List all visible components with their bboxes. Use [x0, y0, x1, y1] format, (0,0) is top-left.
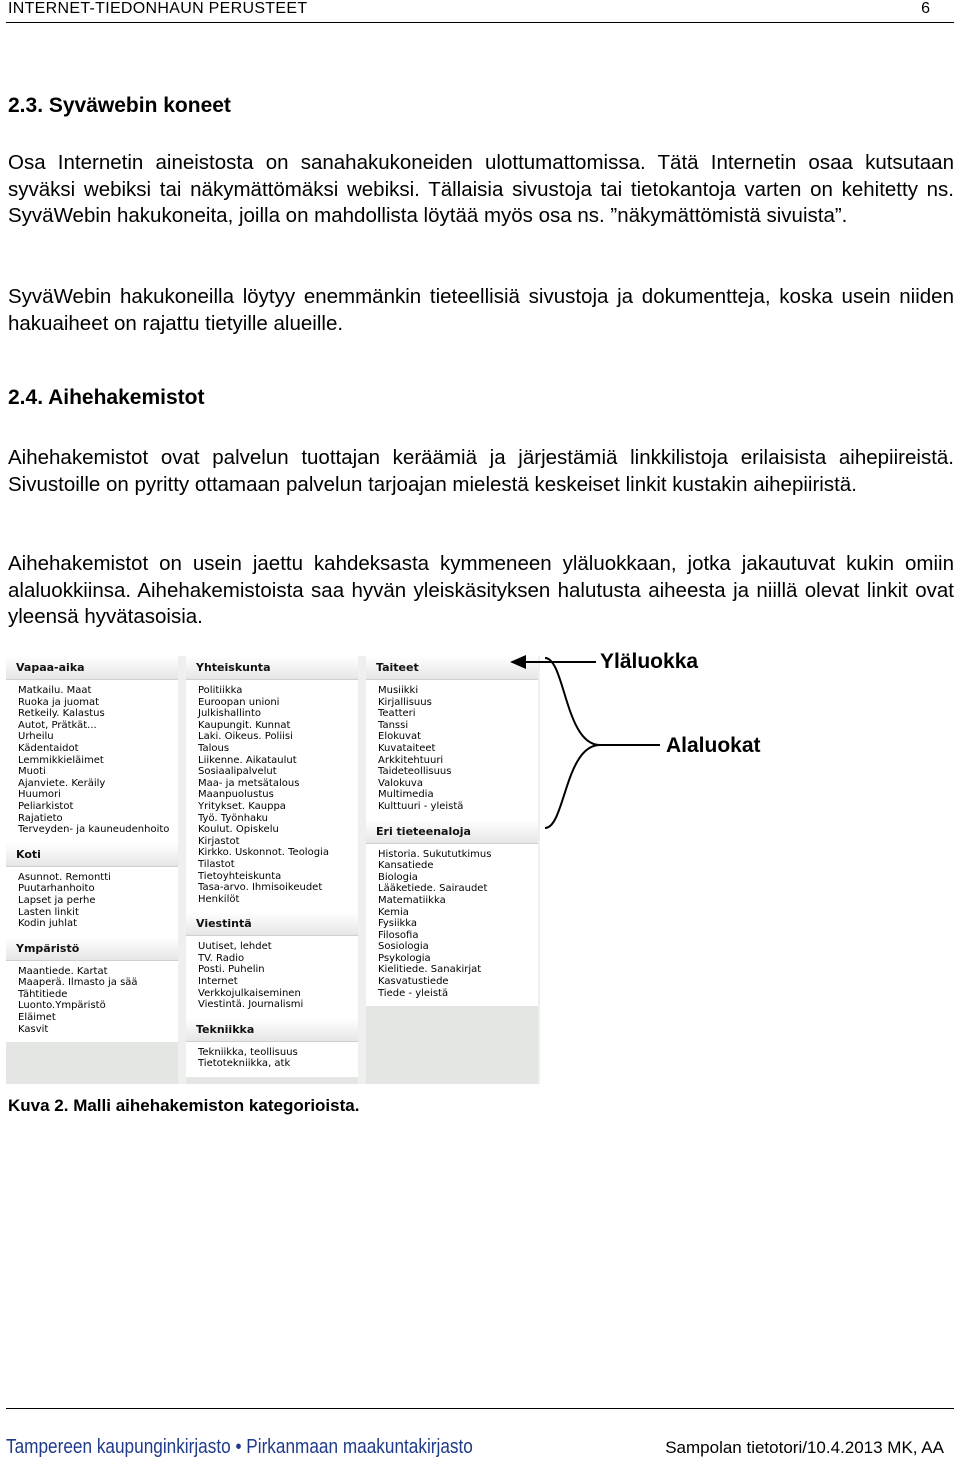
- subcategory-link[interactable]: Huumori: [18, 789, 61, 801]
- subcategory-link[interactable]: Filosofia: [378, 929, 419, 941]
- paragraph-aihehakemistot-yleis: Aihehakemistot on usein jaettu kahdeksasta kymmeneen yläluokkaan, jotka jakautuvat kukin omiin alaluokkiinsa. Aihehakemistoista saa hyvän yleiskäsityksen halutusta aiheesta ja niillä olevat linkit ovat yleensä hyvätasoisia.: [8, 552, 954, 628]
- subcategory-link[interactable]: Tekniikka, teollisuus: [198, 1046, 298, 1058]
- subcategory-link[interactable]: Kaupungit. Kunnat: [198, 719, 291, 731]
- category-title-link[interactable]: Taiteet: [366, 656, 538, 680]
- footer-source: Sampolan tietotori/10.4.2013 MK, AA: [665, 1438, 944, 1457]
- subcategory-link[interactable]: Kirkko. Uskonnot. Teologia: [198, 847, 329, 859]
- subcategory-link[interactable]: Eläimet: [18, 1012, 56, 1024]
- subcategory-link[interactable]: Talous: [198, 742, 230, 754]
- subcategory-link[interactable]: Autot, Prätkät...: [18, 719, 97, 731]
- subcategory-link[interactable]: Asunnot. Remontti: [18, 871, 111, 883]
- subcategory-link[interactable]: Fysiikka: [378, 918, 418, 930]
- subcategory-link[interactable]: Maaperä. Ilmasto ja sää: [18, 977, 138, 989]
- paragraph-syvaweb-tieteelliset: SyväWebin hakukoneilla löytyy enemmänkin tieteellisiä sivustoja ja dokumentteja, koska usein niiden hakuaiheet on rajattu tietyille alueille.: [8, 285, 954, 335]
- subcategory-link[interactable]: Viestintä. Journalismi: [198, 999, 304, 1011]
- subcategory-link[interactable]: Biologia: [378, 871, 418, 883]
- subcategory-link[interactable]: Taideteollisuus: [378, 766, 452, 778]
- subcategory-link[interactable]: Teatteri: [378, 708, 416, 720]
- section-heading-aihehakemistot: 2.4. Aihehakemistot: [8, 386, 205, 409]
- figure-caption: Kuva 2. Malli aihehakemiston kategorioista.: [8, 1096, 360, 1115]
- subcategory-link[interactable]: Luonto.Ympäristö: [18, 1000, 106, 1012]
- footer-library-logo: Tampereen kaupunginkirjasto • Pirkanmaan maakuntakirjasto: [6, 1436, 473, 1458]
- subcategory-link[interactable]: Sosiologia: [378, 941, 429, 953]
- arrow-head-icon: [510, 655, 526, 669]
- label-alaluokat: Alaluokat: [666, 734, 761, 757]
- subcategory-link[interactable]: Henkilöt: [198, 893, 240, 905]
- subcategory-link[interactable]: Lääketiede. Sairaudet: [378, 883, 488, 895]
- subcategory-link[interactable]: Tietotekniikka, atk: [198, 1058, 291, 1070]
- subcategory-link[interactable]: Internet: [198, 976, 238, 988]
- subcategory-link[interactable]: Politiikka: [198, 685, 243, 696]
- subcategory-link[interactable]: Maa- ja metsätalous: [198, 777, 300, 789]
- paragraph-aihehakemistot-intro: Aihehakemistot ovat palvelun tuottajan keräämiä ja järjestämiä linkkilistoja erilaisista aihepiireistä. Sivustoille on pyritty ottamaan palvelun tarjoajan mielestä keskeiset linkit kustakin aihepiiristä.: [8, 446, 954, 496]
- subcategory-link[interactable]: Muoti: [18, 766, 46, 778]
- subcategory-link[interactable]: Ruoka ja juomat: [18, 696, 99, 708]
- subcategory-link[interactable]: Kodin juhlat: [18, 918, 78, 930]
- subcategory-link[interactable]: Tanssi: [378, 719, 409, 731]
- subcategory-link[interactable]: Maantiede. Kartat: [18, 965, 108, 977]
- category-title-link[interactable]: Viestintä: [186, 912, 358, 936]
- category-title-link[interactable]: Koti: [6, 843, 178, 867]
- subcategory-link[interactable]: Lemmikkieläimet: [18, 754, 104, 766]
- subcategory-link[interactable]: Työ. Työnhaku: [198, 812, 268, 824]
- section-heading-syvawebin-koneet: 2.3. Syväwebin koneet: [8, 94, 231, 117]
- subcategory-link[interactable]: Liikenne. Aikataulut: [198, 754, 297, 766]
- subcategory-link[interactable]: Tietoyhteiskunta: [198, 870, 282, 882]
- subcategory-link[interactable]: Koulut. Opiskelu: [198, 824, 279, 836]
- subcategory-link[interactable]: Urheilu: [18, 731, 54, 743]
- subcategory-link[interactable]: Kemia: [378, 906, 409, 918]
- subcategory-link[interactable]: Euroopan unioni: [198, 696, 280, 708]
- subcategory-link[interactable]: Tiede - yleistä: [378, 987, 449, 999]
- subcategory-link[interactable]: Lapset ja perhe: [18, 894, 96, 906]
- category-title-link[interactable]: Yhteiskunta: [186, 656, 358, 680]
- subcategory-link[interactable]: TV. Radio: [198, 952, 245, 964]
- label-ylaluokka: Yläluokka: [600, 650, 699, 673]
- subcategory-link[interactable]: Multimedia: [378, 789, 434, 801]
- subcategory-link[interactable]: Kielitiede. Sanakirjat: [378, 964, 482, 976]
- subcategory-link[interactable]: Psykologia: [378, 952, 431, 964]
- subcategory-link[interactable]: Rajatieto: [18, 812, 63, 824]
- category-title-link[interactable]: Eri tieteenaloja: [366, 820, 538, 844]
- subcategory-link[interactable]: Lasten linkit: [18, 906, 79, 918]
- subcategory-link[interactable]: Kädentaidot: [18, 742, 79, 754]
- subcategory-link[interactable]: Kirjallisuus: [378, 696, 432, 708]
- subcategory-link[interactable]: Matkailu. Maat: [18, 685, 92, 696]
- subcategory-link[interactable]: Musiikki: [378, 685, 419, 696]
- subcategory-link[interactable]: Kirjastot: [198, 835, 240, 847]
- category-title-link[interactable]: Ympäristö: [6, 937, 178, 961]
- subcategory-link[interactable]: Elokuvat: [378, 731, 422, 743]
- subcategory-link[interactable]: Tilastot: [198, 858, 235, 870]
- subcategory-link[interactable]: Matematiikka: [378, 894, 446, 906]
- subcategory-link[interactable]: Verkkojulkaiseminen: [198, 987, 301, 999]
- subcategory-link[interactable]: Terveyden- ja kauneudenhoito: [18, 824, 170, 836]
- curly-brace-icon: [545, 658, 600, 828]
- subcategory-link[interactable]: Maanpuolustus: [198, 789, 274, 801]
- header-title: INTERNET-TIEDONHAUN PERUSTEET: [8, 0, 308, 17]
- subcategory-link[interactable]: Laki. Oikeus. Poliisi: [198, 731, 293, 743]
- subcategory-link[interactable]: Kasvit: [18, 1023, 49, 1035]
- subcategory-link[interactable]: Uutiset, lehdet: [198, 941, 272, 953]
- page-number: 6: [921, 0, 930, 17]
- subcategory-link[interactable]: Julkishallinto: [198, 708, 262, 720]
- subcategory-link[interactable]: Historia. Sukututkimus: [378, 848, 492, 860]
- subcategory-link[interactable]: Kulttuuri - yleistä: [378, 800, 464, 812]
- subcategory-link[interactable]: Valokuva: [378, 777, 423, 789]
- subcategory-link[interactable]: Arkkitehtuuri: [378, 754, 444, 766]
- subcategory-link[interactable]: Kansatiede: [378, 860, 434, 872]
- subcategory-link[interactable]: Retkeily. Kalastus: [18, 708, 105, 720]
- subcategory-link[interactable]: Ajanviete. Keräily: [18, 777, 106, 789]
- subcategory-link[interactable]: Peliarkistot: [18, 800, 74, 812]
- category-title-link[interactable]: Vapaa-aika: [6, 656, 178, 680]
- category-title-link[interactable]: Tekniikka: [186, 1018, 358, 1042]
- subcategory-link[interactable]: Posti. Puhelin: [198, 964, 265, 976]
- subcategory-link[interactable]: Kasvatustiede: [378, 976, 449, 988]
- subcategory-link[interactable]: Kuvataiteet: [378, 742, 436, 754]
- subcategory-link[interactable]: Yritykset. Kauppa: [198, 800, 286, 812]
- paragraph-syvaweb-intro: Osa Internetin aineistosta on sanahakukoneiden ulottumattomissa. Tätä Internetin osaa kutsutaan syväksi webiksi tai näkymättömäksi webiksi. Tällaisia sivustoja tai tietokantoja varten on kehitetty ns. SyväWebin hakukoneita, joilla on mahdollista löytää myös osa ns. ”näkymättömistä sivuista”.: [8, 151, 954, 227]
- subcategory-link[interactable]: Puutarhanhoito: [18, 883, 95, 895]
- subcategory-link[interactable]: Tasa-arvo. Ihmisoikeudet: [198, 882, 323, 894]
- footer-divider: [6, 1408, 954, 1409]
- subcategory-link[interactable]: Sosiaalipalvelut: [198, 766, 277, 778]
- subcategory-link[interactable]: Tähtitiede: [18, 988, 68, 1000]
